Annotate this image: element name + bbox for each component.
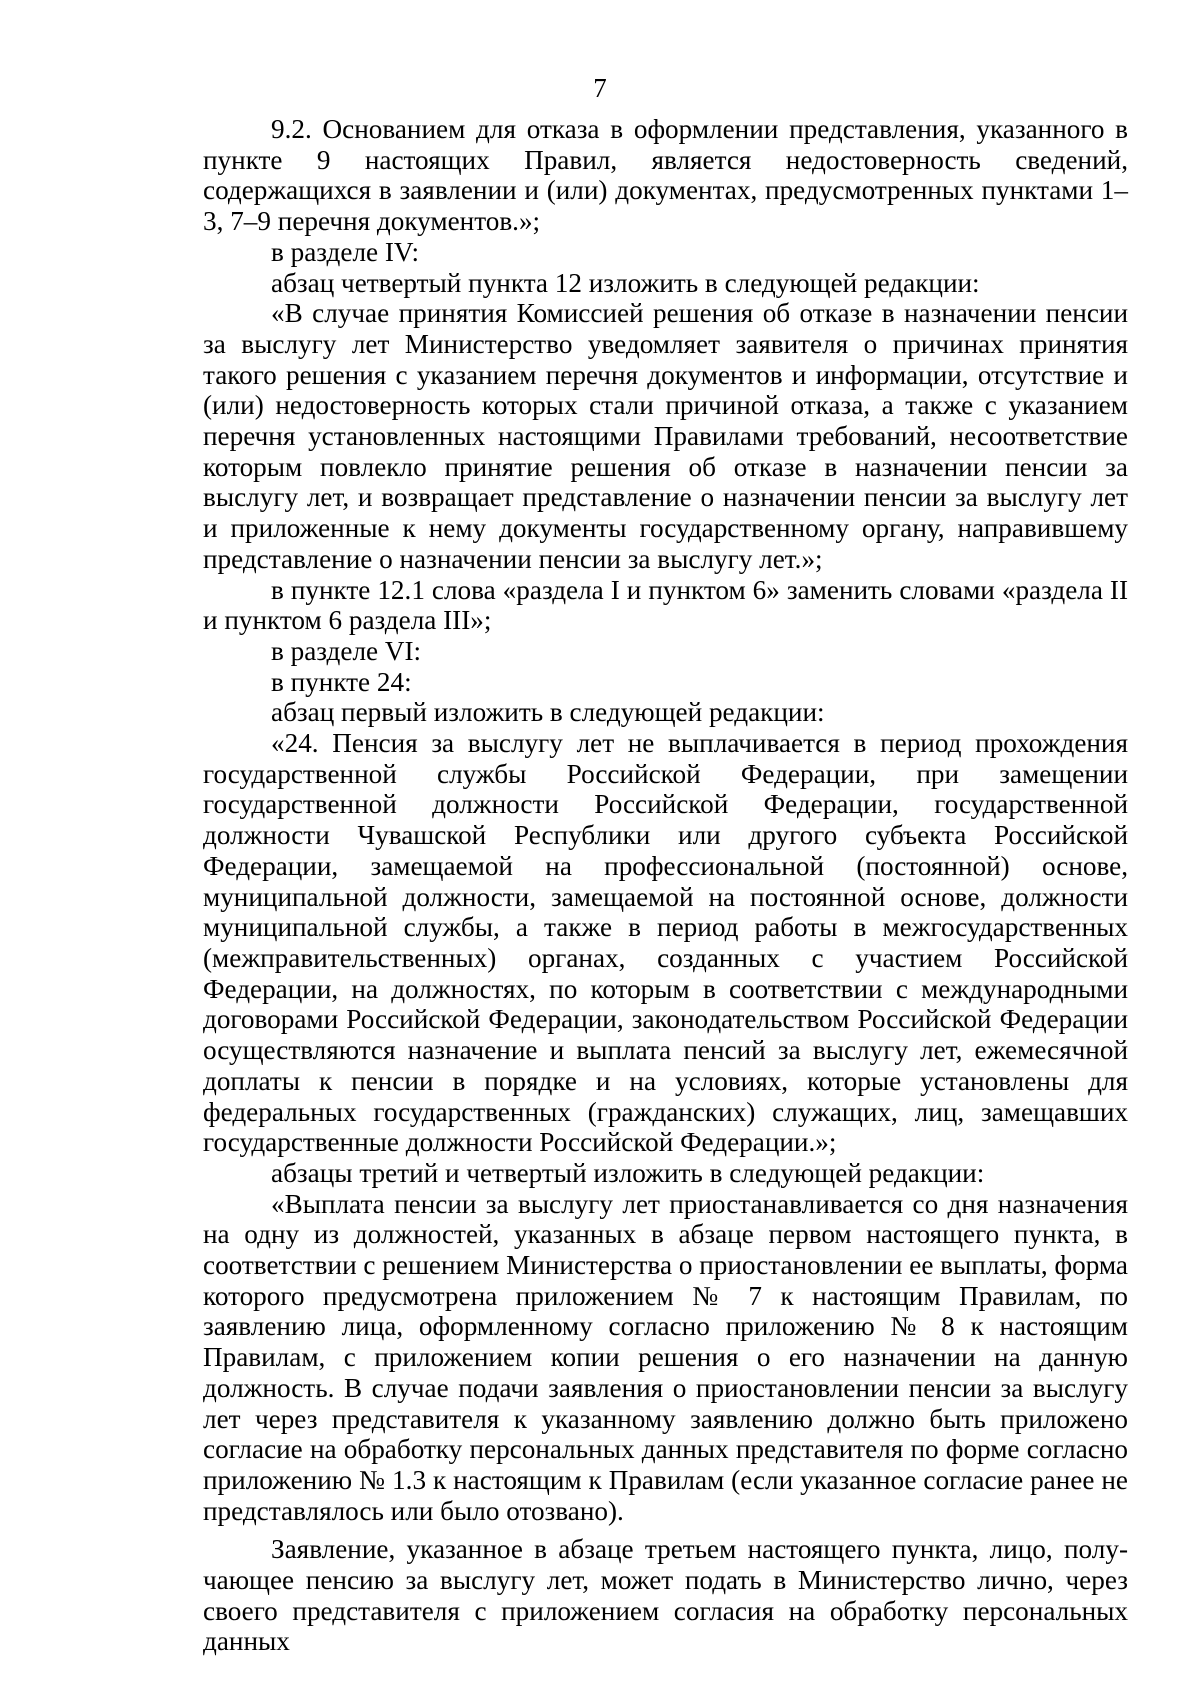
- paragraph-first-abzac-intro: абзац первый изложить в следующей редакции:: [271, 697, 825, 728]
- paragraph-clause-12-intro: абзац четвертый пункта 12 изложить в следующей редакции:: [271, 267, 980, 298]
- document-body: [203, 114, 1128, 1657]
- paragraph-section-iv: в разделе IV:: [271, 236, 420, 267]
- paragraph-clause-12-1: в пункте 12.1 слова «раздела I и пунктом 6» заменить словами «раздела II и пунктом 6 раздела III»;: [203, 574, 1128, 636]
- paragraph-application-text: Заявление, указанное в абзаце третьем настоящего пункта, лицо, получающее пенсию за выслугу лет, может подать в Министерство лично, через своего представителя с приложением согласия на обработку персональных данных: [203, 1534, 1128, 1657]
- paragraph-third-fourth-intro: абзацы третий и четвертый изложить в следующей редакции:: [271, 1157, 985, 1188]
- page-number: 7: [593, 73, 607, 103]
- paragraph-clause-24-text: «24. Пенсия за выслугу лет не выплачивается в период прохождения государственной службы Российской Федерации, при замещении государственной должности Российской Федерации, государственной должности Чувашской Республики или другого субъекта Российской Федерации, замещаемой на профессиональной (постоянной) основе, муниципальной должности, замещаемой на постоянной основе, должности муниципальной службы, а также в период работы в межгосударственных (межправительственных) органах, созданных с участием Российской Федерации, на должностях, по которым в соответствии с международными договорами Российской Федерации, законодательством Российской Федерации осуществляются назначение и выплата пенсий за выслугу лет, ежемесячной доплаты к пенсии в порядке и на условиях, которые установлены для федеральных государственных (гражданских) служащих, лиц, замещавших государственные должности Российской Федерации.»;: [203, 728, 1128, 1158]
- paragraph-clause-24: в пункте 24:: [271, 666, 412, 697]
- paragraph-9-2-refusal-grounds: 9.2. Основанием для отказа в оформлении представления, указанного в пункте 9 настоящих Правил, является недостоверность сведений, содержащихся в заявлении и (или) документах, предусмотренных пунктами 1–3, 7–9 перечня документов.»;: [203, 114, 1128, 237]
- paragraph-suspension-text: «Выплата пенсии за выслугу лет приостанавливается со дня назначения на одну из должностей, указанных в абзаце первом настоящего пункта, в соответствии с решением Министерства о приостановлении ее выплаты, форма которого предусмотрена приложением № 7 к настоящим Правилам, по заявлению лица, оформленному согласно приложению № 8 к настоящим Правилам, с приложением копии решения о его назначении на данную должность. В случае подачи заявления о приостановлении пенсии за выслугу лет через представителя к указанному заявлению должно быть приложено согласие на обработку персональных данных представителя по форме согласно приложению № 1.3 к настоящим к Правилам (если указанное согласие ранее не представлялось или было отозвано).: [203, 1188, 1128, 1526]
- paragraph-section-vi: в разделе VI:: [271, 635, 422, 666]
- paragraph-clause-12-text: «В случае принятия Комиссией решения об отказе в назначении пенсии за выслугу лет Министерство уведомляет заявителя о причинах принятия такого решения с указанием перечня документов и информации, отсутствие и (или) недостоверность которых стали причиной отказа, а также с указанием перечня установленных настоящими Правилами требований, несоответствие которым повлекло принятие решения об отказе в назначении пенсии за выслугу лет, и возвращает представление о назначении пенсии за выслугу лет и приложенные к нему документы государственному органу, направившему представление о назначении пенсии за выслугу лет.»;: [203, 298, 1128, 574]
